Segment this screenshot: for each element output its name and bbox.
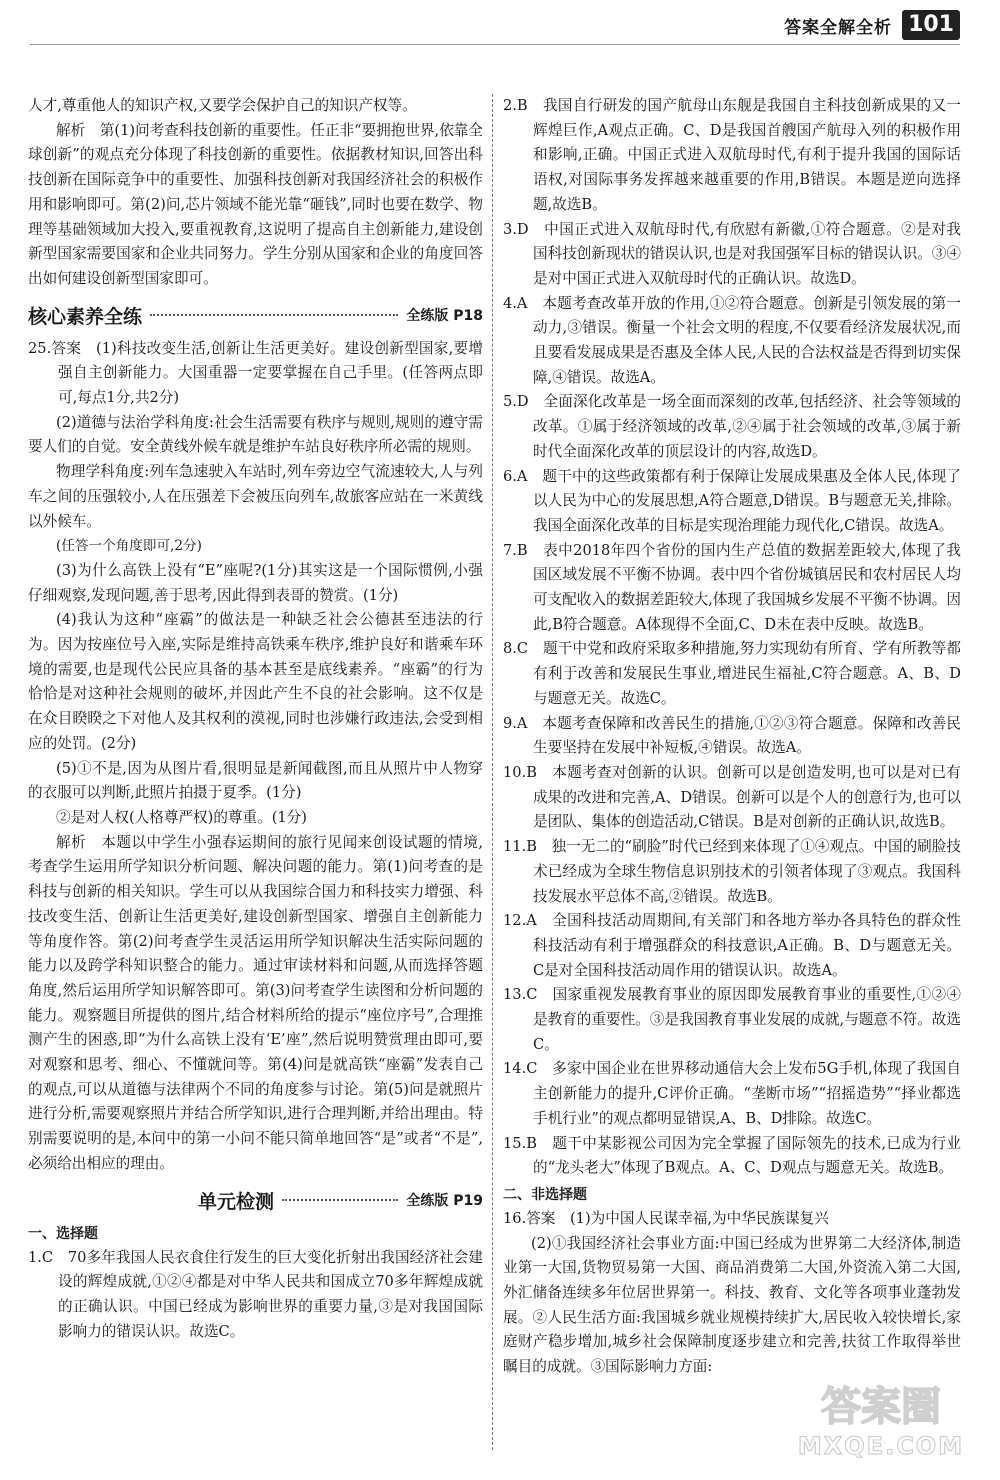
answer-item: 9.A 本题考查保障和改善民生的措施,①②③符合题意。保障和改善民生要坚持在发展中补短板,④错误。故选A。 [503, 714, 961, 757]
answer-item: 10.B 本题考查对创新的认识。创新可以是创造发明,也可以是对已有成果的改进和完善,A、D错误。创新可以是个人的创意行为,也可以是团队、集体的创造活动,C错误。B是对创新的正确认识,故选B。 [503, 763, 961, 831]
right-column [503, 94, 961, 1460]
paragraph: 人才,尊重他人的知识产权,又要学会保护自己的知识产权等。 [28, 97, 417, 114]
page-header [784, 10, 960, 40]
answer-item: 6.A 题干中的这些政策都有利于保障让发展成果惠及全体人民,体现了以人民为中心的发展思想,A符合题意,D错误。B与题意无关,排除。我国全面深化改革的目标是实现治理能力现代化,C错误。故选A。 [503, 467, 961, 534]
analysis-paragraph: 解析 本题以中学生小强春运期间的旅行见闻来创设试题的情境,考查学生运用所学知识分析问题、解决问题的能力。第(1)问考查的是科技与创新的相关知识。学生可以从我国综合国力和科技实力增强、科技改变生活、创新让生活更美好,建设创新型国家、增强自主创新能力等角度作答。第(2)问考查学生灵活运用所学知识解决生活实际问题的能力以及跨学科知识整合的能力。通过审读材料和问题,从而选择答题角度,然后运用所学知识解答即可。第(3)问考查学生读图和分析问题的能力。观察题目所提供的图片,结合材料所给的提示“座位序号”,合理推测产生的困惑,即“为什么高铁上没有‘E’座”,然后说明赞赏理由即可,要对观察和思考、细心、不懂就问等。第(4)问是就高铁“座霸”发表自己的观点,可以从道德与法律两个不同的角度参与讨论。第(5)问是就照片进行分析,需要观察照片并结合所学知识,进行合理判断,并给出理由。特别需要说明的是,本问中的第一小问不能只简单地回答“是”或者“不是”,必须给出相应的理由。 [28, 833, 483, 1172]
answer-item: 1.C 70多年我国人民衣食住行发生的巨大变化折射出我国经济社会建设的辉煌成就,①②④都是对中华人民共和国成立70多年辉煌成就的正确认识。中国已经成为影响世界的重要力量,③是对我国国际影响力的错误认识。故选C。 [28, 1248, 483, 1340]
answer-item: 4.A 本题考查改革开放的作用,①②符合题意。创新是引领发展的第一动力,③错误。衡量一个社会文明的程度,不仅要看经济发展状况,而且要看发展成果是否惠及全体人民,人民的合法权益是否得到切实保障,④错误。故选A。 [503, 294, 961, 386]
section-title: 单元检测 [198, 1190, 275, 1213]
answer-paragraph: (4)我认为这种“座霸”的做法是一种缺乏社会公德甚至违法的行为。因为按座位号入座,实际是维持高铁乘车秩序,维护良好和谐乘车环境的需要,也是现代公民应具备的基本甚至是底线素养。“座霸”的行为恰恰是对这种社会规则的破坏,并因此产生不良的社会影响。这不仅是在众目睽睽之下对他人及其权利的漠视,同时也涉嫌行政违法,会受到相应的处罚。(2分) [28, 611, 483, 752]
header-rule [30, 44, 960, 45]
watermark-logo [786, 1376, 976, 1462]
subsection-title: 二、非选择题 [503, 1186, 587, 1203]
answer-item: 15.B 题干中某影视公司因为完全掌握了国际领先的技术,已成为行业的“龙头老大”体现了B观点。A、C、D观点与题意无关。故选B。 [503, 1134, 961, 1177]
section-ref: 全练版 P19 [406, 1193, 483, 1210]
answer-paragraph: 25.答案 (1)科技改变生活,创新让生活更美好。建设创新型国家,要增强自主创新能力。大国重器一定要掌握在自己手里。(任答两点即可,每点1分,共2分) [28, 339, 483, 407]
section-header-unit [28, 1187, 483, 1214]
left-column [28, 94, 483, 1460]
answer-item: 12.A 全国科技活动周期间,有关部门和各地方举办各具特色的群众性科技活动有利于增强群众的科技意识,A正确。B、D与题意无关。C是对全国科技活动周作用的错误认识。故选A。 [503, 912, 961, 979]
dotted-leader [150, 314, 398, 316]
answer-paragraph: (2)①我国经济社会事业方面:中国已经成为世界第二大经济体,制造业第一大国,货物贸易第一大国、商品消费第二大国,外资流入第二大国,外汇储备连续多年位居世界第一。科技、教育、文化等各项事业蓬勃发展。②人民生活方面:我国城乡就业规模持续扩大,居民收入较快增长,家庭财产稳步增加,城乡社会保障制度逐步建立和完善,扶贫工作取得举世瞩目的成就。③国际影响力方面: [503, 1234, 961, 1376]
answer-paragraph: 物理学科角度:列车急速驶入车站时,列车旁边空气流速较大,人与列车之间的压强较小,人在压强差下会被压向列车,故旅客应站在一米黄线以外候车。 [28, 463, 483, 530]
section-title: 核心素养全练 [28, 305, 143, 328]
answer-item: 5.D 全面深化改革是一场全面而深刻的改革,包括经济、社会等领域的改革。①属于经济领域的改革,②④属于社会领域的改革,③属于新时代全面深化改革的顶层设计的内容,故选D。 [503, 393, 961, 460]
answer-item: 7.B 表中2018年四个省份的国内生产总值的数据差距较大,体现了我国区域发展不平衡不协调。表中四个省份城镇居民和农村居民人均可支配收入的数据差距较大,体现了我国城乡发展不平衡不协调。因此,B符合题意。A体现得不全面,C、D未在表中反映。故选B。 [503, 541, 961, 633]
answer-paragraph: 16.答案 (1)为中国人民谋幸福,为中华民族谋复兴 [503, 1209, 829, 1227]
answer-paragraph: (2)道德与法治学科角度:社会生活需要有秩序与规则,规则的遵守需要人们的自觉。安全黄线外候车就是维护车站良好秩序所必需的规则。 [28, 413, 483, 456]
answer-item: 11.B 独一无二的“刷脸”时代已经到来体现了①④观点。中国的刷脸技术已经成为全球生物信息识别技术的引领者体现了③观点。我国科技发展水平总体不高,②错误。故选B。 [503, 838, 961, 905]
answer-item: 2.B 我国自行研发的国产航母山东舰是我国自主科技创新成果的又一辉煌巨作,A观点正确。C、D是我国首艘国产航母入列的积极作用和影响,正确。中国正式进入双航母时代,有利于提升我国的国际话语权,对国际事务发挥越来越重要的作用,B错误。本题是逆向选择题,故选B。 [503, 97, 961, 213]
subsection-title: 一、选择题 [28, 1225, 98, 1242]
answer-item: 14.C 多家中国企业在世界移动通信大会上发布5G手机,体现了我国自主创新能力的提升,C评价正确。“垄断市场”“招摇造势”“择业都选手机行业”的观点都明显错误,A、B、D排除。故选C。 [503, 1060, 961, 1127]
analysis-paragraph: 解析 第(1)问考查科技创新的重要性。任正非“要拥抱世界,依靠全球创新”的观点充分体现了科技创新的重要性。依据教材知识,回答出科技创新在国际竞争中的重要性、加强科技创新对我国经济社会的积极作用和影响即可。第(2)问,芯片领域不能光靠“砸钱”,同时也要在数学、物理等基础领域加大投入,要重视教育,这说明了提高自主创新能力,建设创新型国家需要国家和企业共同努力。学生分别从国家和企业的角度回答出如何建设创新型国家即可。 [28, 121, 483, 287]
watermark-text: 答案圈 [821, 1384, 941, 1430]
answer-paragraph: (5)①不是,因为从图片看,很明显是新闻截图,而且从照片中人物穿的衣服可以判断,此照片拍摄于夏季。(1分) [28, 759, 483, 802]
answer-item: 8.C 题干中党和政府采取多种措施,努力实现幼有所育、学有所教等都有利于改善和发展民生事业,增进民生福祉,C符合题意。A、B、D与题意无关。故选C。 [503, 640, 961, 707]
answer-note: (任答一个角度即可,2分) [56, 538, 202, 555]
column-divider [492, 94, 493, 1450]
section-header-core [28, 302, 483, 329]
watermark-url: MXQE.COM [797, 1432, 965, 1460]
answer-paragraph: (3)为什么高铁上没有“E”座呢?(1分)其实这是一个国际惯例,小强仔细观察,发现问题,善于思考,因此得到表哥的赞赏。(1分) [28, 561, 483, 604]
answer-paragraph: ②是对人权(人格尊严权)的尊重。(1分) [56, 808, 307, 826]
section-ref: 全练版 P18 [406, 308, 483, 325]
header-title: 答案全解全析 [784, 17, 893, 38]
dotted-leader [282, 1199, 398, 1201]
page-number: 101 [902, 10, 960, 40]
answer-item: 3.D 中国正式进入双航母时代,有欣慰有新徽,①符合题意。②是对我国科技创新现状的错误认识,也是对我国强军目标的错误认识。③④是对中国正式进入双航母时代的正确认识。故选D。 [503, 220, 961, 287]
answer-item: 13.C 国家重视发展教育事业的原因即发展教育事业的重要性,①②④是教育的重要性。③是我国教育事业发展的成就,与题意不符。故选C。 [503, 986, 961, 1053]
